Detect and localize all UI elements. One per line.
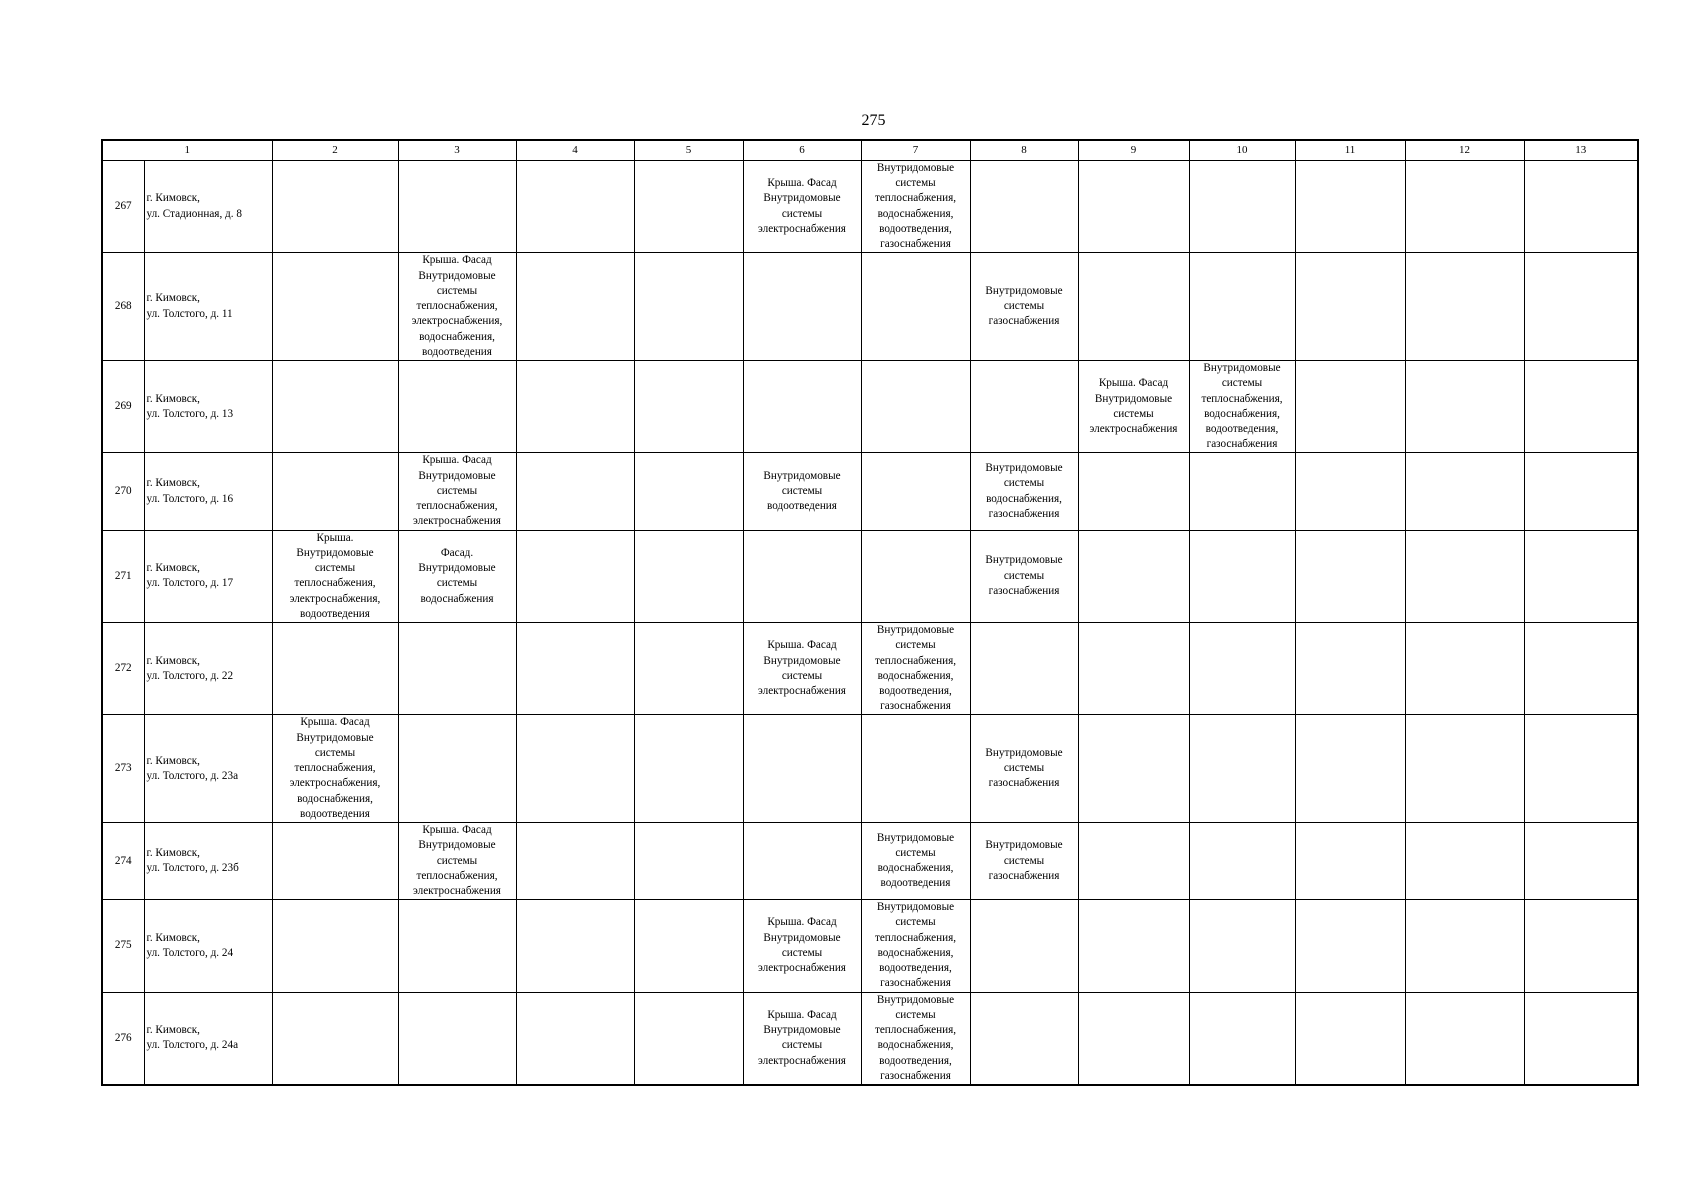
work-cell	[1405, 361, 1524, 453]
work-cell	[516, 161, 634, 253]
work-cell	[1078, 992, 1189, 1085]
work-cell	[743, 823, 861, 900]
work-cell: Внутридомовые системы водоотведения	[743, 453, 861, 530]
work-cell	[1524, 453, 1638, 530]
work-cell	[1295, 823, 1405, 900]
work-cell	[970, 623, 1078, 715]
work-cell	[1405, 900, 1524, 992]
work-cell	[1295, 161, 1405, 253]
column-header-row	[102, 140, 1638, 161]
work-cell	[1405, 992, 1524, 1085]
work-cell	[516, 823, 634, 900]
work-cell	[516, 530, 634, 622]
address-cell: г. Кимовск, ул. Толстого, д. 11	[144, 253, 272, 361]
work-cell: Внутридомовые системы газоснабжения	[970, 715, 1078, 823]
work-cell	[516, 253, 634, 361]
work-cell: Крыша. Фасад Внутридомовые системы электроснабжения	[743, 161, 861, 253]
column-header: 13	[1524, 140, 1638, 161]
work-cell	[1189, 992, 1295, 1085]
work-cell	[272, 900, 398, 992]
work-cell	[516, 992, 634, 1085]
work-cell	[1078, 900, 1189, 992]
work-cell	[1295, 253, 1405, 361]
row-number: 276	[102, 992, 144, 1085]
work-cell	[1524, 253, 1638, 361]
work-cell	[516, 715, 634, 823]
column-header: 5	[634, 140, 743, 161]
work-cell	[1405, 530, 1524, 622]
work-cell	[1524, 992, 1638, 1085]
work-cell	[743, 715, 861, 823]
work-cell: Крыша. Фасад Внутридомовые системы теплоснабжения, электроснабжения, водоснабжения, водоотведения	[398, 253, 516, 361]
work-cell	[861, 453, 970, 530]
column-header: 2	[272, 140, 398, 161]
work-cell	[1405, 161, 1524, 253]
table-row	[102, 900, 1638, 992]
work-cell	[1405, 823, 1524, 900]
work-cell	[398, 361, 516, 453]
address-cell: г. Кимовск, ул. Стадионная, д. 8	[144, 161, 272, 253]
work-cell	[861, 530, 970, 622]
table-row	[102, 992, 1638, 1085]
work-cell	[1189, 623, 1295, 715]
work-cell	[1295, 453, 1405, 530]
work-cell	[970, 361, 1078, 453]
table-row	[102, 715, 1638, 823]
work-cell	[1189, 900, 1295, 992]
work-cell	[634, 161, 743, 253]
work-cell: Внутридомовые системы теплоснабжения, водоснабжения, водоотведения, газоснабжения	[861, 161, 970, 253]
row-number: 270	[102, 453, 144, 530]
column-header: 4	[516, 140, 634, 161]
work-cell	[634, 992, 743, 1085]
work-cell	[1189, 253, 1295, 361]
work-cell	[1295, 900, 1405, 992]
work-cell	[272, 161, 398, 253]
work-cell: Внутридомовые системы газоснабжения	[970, 823, 1078, 900]
work-cell	[516, 361, 634, 453]
work-cell: Крыша. Фасад Внутридомовые системы электроснабжения	[1078, 361, 1189, 453]
work-cell	[398, 715, 516, 823]
work-cell	[1295, 361, 1405, 453]
work-cell	[1405, 623, 1524, 715]
work-cell	[1189, 530, 1295, 622]
row-number: 272	[102, 623, 144, 715]
work-cell	[1078, 823, 1189, 900]
work-cell: Внутридомовые системы газоснабжения	[970, 530, 1078, 622]
work-cell	[272, 361, 398, 453]
address-cell: г. Кимовск, ул. Толстого, д. 23а	[144, 715, 272, 823]
address-cell: г. Кимовск, ул. Толстого, д. 17	[144, 530, 272, 622]
work-cell	[1189, 823, 1295, 900]
work-cell	[516, 623, 634, 715]
work-cell	[743, 361, 861, 453]
work-cell	[634, 253, 743, 361]
row-number: 268	[102, 253, 144, 361]
work-cell	[1078, 623, 1189, 715]
work-cell	[272, 623, 398, 715]
work-cell	[1078, 715, 1189, 823]
table-row	[102, 161, 1638, 253]
work-cell	[1524, 161, 1638, 253]
column-header: 3	[398, 140, 516, 161]
work-cell: Внутридомовые системы теплоснабжения, водоснабжения, водоотведения, газоснабжения	[861, 623, 970, 715]
address-cell: г. Кимовск, ул. Толстого, д. 24	[144, 900, 272, 992]
work-cell	[1524, 715, 1638, 823]
page-number: 275	[861, 112, 886, 129]
work-cell	[272, 253, 398, 361]
table-row	[102, 361, 1638, 453]
work-cell	[743, 530, 861, 622]
row-number: 269	[102, 361, 144, 453]
work-cell	[272, 823, 398, 900]
work-cell	[1295, 715, 1405, 823]
work-cell	[1189, 715, 1295, 823]
work-cell	[272, 992, 398, 1085]
work-cell	[398, 992, 516, 1085]
work-cell	[970, 161, 1078, 253]
row-number: 274	[102, 823, 144, 900]
column-header: 7	[861, 140, 970, 161]
work-cell: Крыша. Фасад Внутридомовые системы теплоснабжения, электроснабжения	[398, 823, 516, 900]
work-cell: Крыша. Фасад Внутридомовые системы электроснабжения	[743, 623, 861, 715]
work-cell	[1078, 453, 1189, 530]
work-cell	[272, 453, 398, 530]
table-row	[102, 453, 1638, 530]
work-cell	[1524, 623, 1638, 715]
work-cell: Крыша. Фасад Внутридомовые системы электроснабжения	[743, 992, 861, 1085]
work-cell	[1295, 623, 1405, 715]
work-cell	[1405, 715, 1524, 823]
work-cell	[516, 453, 634, 530]
row-number: 271	[102, 530, 144, 622]
work-cell: Крыша. Внутридомовые системы теплоснабжения, электроснабжения, водоотведения	[272, 530, 398, 622]
work-cell: Внутридомовые системы теплоснабжения, водоснабжения, водоотведения, газоснабжения	[1189, 361, 1295, 453]
column-header: 6	[743, 140, 861, 161]
work-cell	[1078, 161, 1189, 253]
work-cell	[1405, 453, 1524, 530]
work-cell	[516, 900, 634, 992]
column-header: 12	[1405, 140, 1524, 161]
work-cell: Внутридомовые системы газоснабжения	[970, 253, 1078, 361]
work-cell	[634, 530, 743, 622]
work-cell	[1524, 530, 1638, 622]
work-cell	[1405, 253, 1524, 361]
work-cell	[1524, 823, 1638, 900]
work-cell	[861, 253, 970, 361]
address-cell: г. Кимовск, ул. Толстого, д. 13	[144, 361, 272, 453]
work-cell	[1189, 453, 1295, 530]
row-number: 267	[102, 161, 144, 253]
work-cell: Внутридомовые системы водоснабжения, газоснабжения	[970, 453, 1078, 530]
work-cell: Внутридомовые системы теплоснабжения, водоснабжения, водоотведения, газоснабжения	[861, 992, 970, 1085]
address-cell: г. Кимовск, ул. Толстого, д. 22	[144, 623, 272, 715]
work-cell	[634, 361, 743, 453]
work-cell	[970, 900, 1078, 992]
work-cell: Крыша. Фасад Внутридомовые системы теплоснабжения, электроснабжения, водоснабжения, водоотведения	[272, 715, 398, 823]
column-header: 10	[1189, 140, 1295, 161]
address-cell: г. Кимовск, ул. Толстого, д. 24а	[144, 992, 272, 1085]
work-cell	[970, 992, 1078, 1085]
column-header: 9	[1078, 140, 1189, 161]
work-cell	[634, 453, 743, 530]
work-cell: Фасад. Внутридомовые системы водоснабжения	[398, 530, 516, 622]
work-cell	[1524, 900, 1638, 992]
work-cell	[861, 361, 970, 453]
work-cell	[634, 715, 743, 823]
work-cell: Внутридомовые системы теплоснабжения, водоснабжения, водоотведения, газоснабжения	[861, 900, 970, 992]
work-cell	[634, 623, 743, 715]
work-cell	[398, 900, 516, 992]
work-cell	[398, 623, 516, 715]
table-row	[102, 823, 1638, 900]
table-row	[102, 253, 1638, 361]
work-cell	[1295, 992, 1405, 1085]
work-cell	[634, 900, 743, 992]
work-cell	[861, 715, 970, 823]
work-cell	[1295, 530, 1405, 622]
work-cell: Крыша. Фасад Внутридомовые системы электроснабжения	[743, 900, 861, 992]
work-cell	[743, 253, 861, 361]
column-header: 11	[1295, 140, 1405, 161]
works-schedule-table	[101, 139, 1639, 1086]
column-header: 8	[970, 140, 1078, 161]
work-cell	[634, 823, 743, 900]
work-cell	[1524, 361, 1638, 453]
row-number: 273	[102, 715, 144, 823]
work-cell	[398, 161, 516, 253]
column-header: 1	[102, 140, 272, 161]
table-row	[102, 623, 1638, 715]
work-cell	[1078, 530, 1189, 622]
work-cell	[1189, 161, 1295, 253]
row-number: 275	[102, 900, 144, 992]
address-cell: г. Кимовск, ул. Толстого, д. 23б	[144, 823, 272, 900]
table-row	[102, 530, 1638, 622]
work-cell	[1078, 253, 1189, 361]
work-cell: Крыша. Фасад Внутридомовые системы теплоснабжения, электроснабжения	[398, 453, 516, 530]
address-cell: г. Кимовск, ул. Толстого, д. 16	[144, 453, 272, 530]
work-cell: Внутридомовые системы водоснабжения, водоотведения	[861, 823, 970, 900]
